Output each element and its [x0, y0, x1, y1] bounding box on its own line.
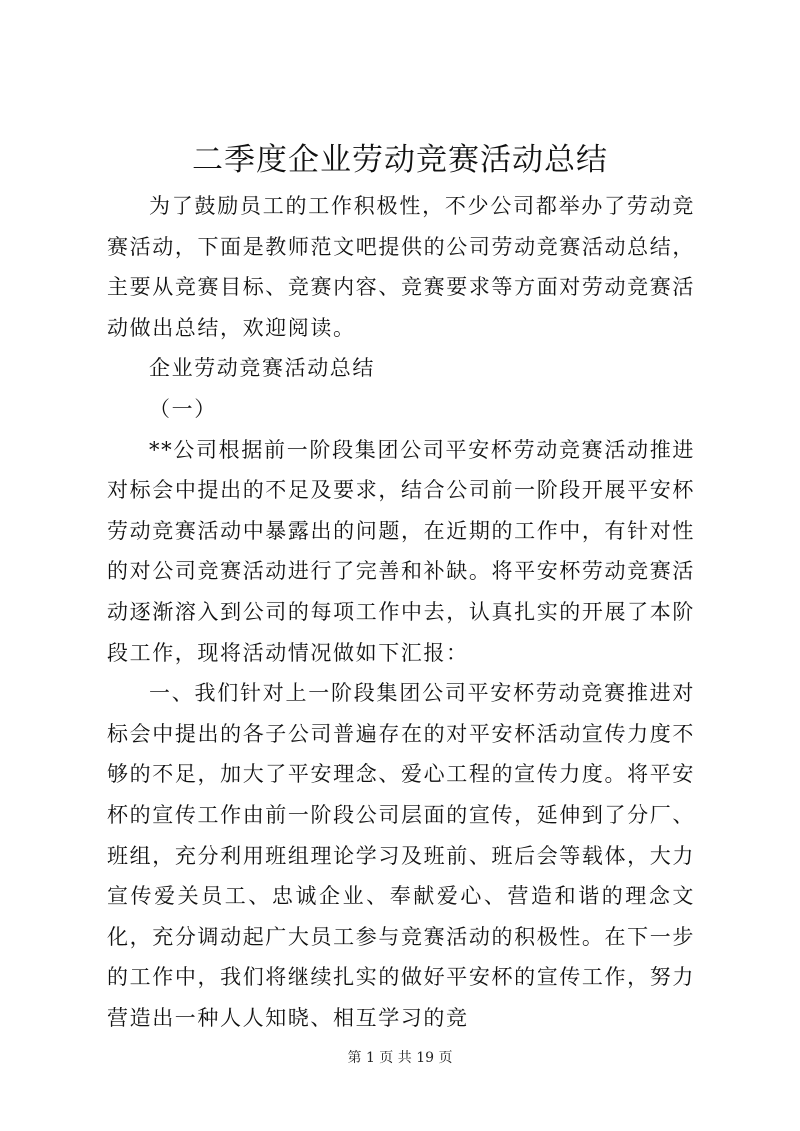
body-paragraph: **公司根据前一阶段集团公司平安杯劳动竞赛活动推进对标会中提出的不足及要求，结合公司前一阶段开展平安杯劳动竞赛活动中暴露出的问题，在近期的工作中，有针对性的对公司竞赛活动进行了完善和补缺。将平安杯劳动竞赛活动逐渐溶入到公司的每项工作中去，认真扎实的开展了本阶段工作，现将活动情况做如下汇报：: [107, 437, 695, 665]
body-paragraph: 一、我们针对上一阶段集团公司平安杯劳动竞赛推进对标会中提出的各子公司普遍存在的对平安杯活动宣传力度不够的不足，加大了平安理念、爱心工程的宣传力度。将平安杯的宣传工作由前一阶段公司层面的宣传，延伸到了分厂、班组，充分利用班组理论学习及班前、班后会等载体，大力宣传爱关员工、忠诚企业、奉献爱心、营造和谐的理念文化，充分调动起广大员工参与竞赛活动的积极性。在下一步的工作中，我们将继续扎实的做好平安杯的宣传工作，努力营造出一种人人知晓、相互学习的竞: [107, 681, 695, 1030]
page-number: 第 1 页 共 19 页: [347, 1050, 453, 1066]
document-title: 二季度企业劳动竞赛活动总结: [192, 142, 608, 178]
section-number: （一）: [149, 396, 217, 421]
document-body: [107, 186, 695, 1038]
section-heading: 企业劳动竞赛活动总结: [149, 356, 375, 381]
intro-paragraph: 为了鼓励员工的工作积极性，不少公司都举办了劳动竞赛活动，下面是教师范文吧提供的公司劳动竞赛活动总结，主要从竞赛目标、竞赛内容、竞赛要求等方面对劳动竞赛活动做出总结，欢迎阅读。: [107, 194, 695, 340]
